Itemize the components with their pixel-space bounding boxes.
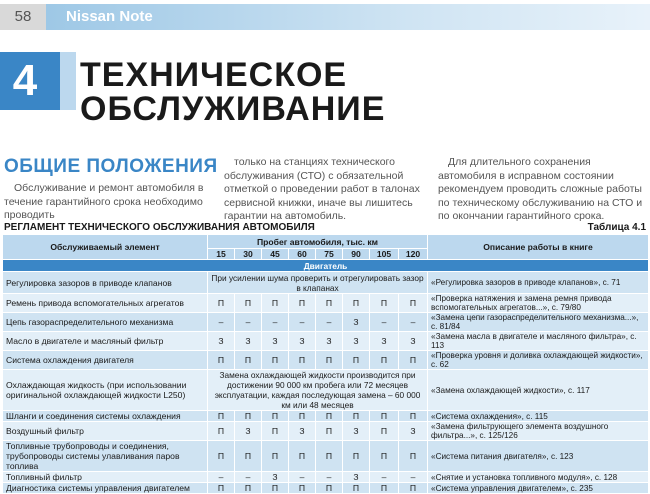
table-number: Таблица 4.1 xyxy=(587,222,646,233)
merged-schedule-cell: Замена охлаждающей жидкости производится при достижении 90 000 км пробега или 72 месяцев эксплуатации, каждая последующая замена – 60 000 км или 48 месяцев xyxy=(208,370,428,411)
schedule-cell: П xyxy=(289,294,316,313)
schedule-cell: З xyxy=(262,332,289,351)
schedule-cell: П xyxy=(235,483,262,494)
schedule-cell: З xyxy=(343,422,370,441)
schedule-cell: З xyxy=(370,332,399,351)
element-cell: Масло в двигателе и масляный фильтр xyxy=(3,332,208,351)
schedule-cell: П xyxy=(289,351,316,370)
header-description: Описание работы в книге xyxy=(428,235,649,260)
schedule-cell: П xyxy=(399,411,428,422)
schedule-cell: П xyxy=(316,411,343,422)
schedule-cell: П xyxy=(316,483,343,494)
schedule-cell: З xyxy=(289,332,316,351)
group-row-engine: Двигатель xyxy=(3,260,649,272)
schedule-cell: З xyxy=(289,422,316,441)
schedule-cell: – xyxy=(316,472,343,483)
header-mileage: Пробег автомобиля, тыс. км xyxy=(208,235,428,249)
schedule-cell: – xyxy=(289,313,316,332)
mileage-header-cell: 60 xyxy=(289,249,316,260)
description-cell: «Система управления двигателем», с. 235 xyxy=(428,483,649,494)
table-row xyxy=(3,441,649,472)
mileage-header-cell: 15 xyxy=(208,249,235,260)
merged-schedule-cell: При усилении шума проверить и отрегулировать зазор в клапанах xyxy=(208,272,428,294)
schedule-cell: – xyxy=(289,472,316,483)
schedule-cell: З xyxy=(343,332,370,351)
table-row xyxy=(3,472,649,483)
description-cell: «Замена цепи газораспределительного механизма...», с. 81/84 xyxy=(428,313,649,332)
schedule-cell: З xyxy=(343,472,370,483)
schedule-cell: – xyxy=(235,472,262,483)
table-row xyxy=(3,313,649,332)
schedule-cell: П xyxy=(399,441,428,472)
table-caption: РЕГЛАМЕНТ ТЕХНИЧЕСКОГО ОБСЛУЖИВАНИЯ АВТОМОБИЛЯ xyxy=(4,222,315,233)
chapter-number: 4 xyxy=(12,56,38,105)
chapter-badge-tail xyxy=(60,52,76,110)
table-row xyxy=(3,422,649,441)
schedule-cell: П xyxy=(262,441,289,472)
brand-bar xyxy=(46,4,650,30)
schedule-cell: П xyxy=(399,483,428,494)
schedule-cell: – xyxy=(316,313,343,332)
schedule-cell: П xyxy=(343,411,370,422)
table-row xyxy=(3,483,649,494)
schedule-cell: – xyxy=(208,472,235,483)
schedule-cell: – xyxy=(399,472,428,483)
schedule-cell: П xyxy=(235,441,262,472)
element-cell: Ремень привода вспомогательных агрегатов xyxy=(3,294,208,313)
description-cell: «Система охлаждения», с. 115 xyxy=(428,411,649,422)
element-cell: Топливный фильтр xyxy=(3,472,208,483)
schedule-cell: П xyxy=(289,441,316,472)
schedule-cell: П xyxy=(235,411,262,422)
mileage-header-cell: 105 xyxy=(370,249,399,260)
element-cell: Диагностика системы управления двигателем xyxy=(3,483,208,494)
schedule-cell: – xyxy=(262,313,289,332)
table-row xyxy=(3,272,649,294)
element-cell: Воздушный фильтр xyxy=(3,422,208,441)
element-cell: Топливные трубопроводы и соединения, трубопроводы системы улавливания паров топлива xyxy=(3,441,208,472)
description-cell: «Система питания двигателя», с. 123 xyxy=(428,441,649,472)
schedule-cell: П xyxy=(262,422,289,441)
schedule-cell: П xyxy=(370,422,399,441)
schedule-cell: П xyxy=(343,483,370,494)
schedule-cell: П xyxy=(262,411,289,422)
schedule-cell: – xyxy=(370,313,399,332)
schedule-cell: П xyxy=(399,351,428,370)
schedule-cell: П xyxy=(208,411,235,422)
text-column-3: Для длительного сохранения автомобиля в исправном состоянии рекомендуем проводить сложные работы по техническому обслуживанию на СТО и по окончании гарантийного срока. xyxy=(438,156,643,222)
page-number: 58 xyxy=(0,4,46,30)
description-cell: «Проверка натяжения и замена ремня привода вспомогательных агрегатов...», с. 79/80 xyxy=(428,294,649,313)
schedule-cell: П xyxy=(208,294,235,313)
mileage-header-cell: 75 xyxy=(316,249,343,260)
schedule-cell: П xyxy=(262,294,289,313)
description-cell: «Замена охлаждающей жидкости», с. 117 xyxy=(428,370,649,411)
schedule-cell: П xyxy=(235,351,262,370)
chapter-title-line1: ТЕХНИЧЕСКОЕ xyxy=(80,56,348,94)
schedule-cell: З xyxy=(208,332,235,351)
schedule-cell: П xyxy=(370,441,399,472)
element-cell: Охлаждающая жидкость (при использовании оригинальной охлаждающей жидкости L250) xyxy=(3,370,208,411)
schedule-cell: П xyxy=(370,411,399,422)
element-cell: Система охлаждения двигателя xyxy=(3,351,208,370)
text-column-2: только на станциях технического обслуживания (СТО) с обязательной отметкой о проведении работ в талонах сервисной книжки, иначе вы лишитесь гарантии на автомобиль. xyxy=(224,156,420,222)
schedule-cell: З xyxy=(262,472,289,483)
table-row xyxy=(3,332,649,351)
schedule-cell: З xyxy=(399,332,428,351)
schedule-cell: П xyxy=(208,351,235,370)
header-element: Обслуживаемый элемент xyxy=(3,235,208,260)
table-row xyxy=(3,370,649,411)
schedule-cell: П xyxy=(316,351,343,370)
mileage-header-cell: 30 xyxy=(235,249,262,260)
section-heading: ОБЩИЕ ПОЛОЖЕНИЯ xyxy=(4,156,218,177)
schedule-cell: П xyxy=(370,483,399,494)
element-cell: Шланги и соединения системы охлаждения xyxy=(3,411,208,422)
chapter-title xyxy=(80,58,385,126)
schedule-cell: П xyxy=(343,441,370,472)
schedule-cell: П xyxy=(262,351,289,370)
schedule-cell: П xyxy=(399,294,428,313)
schedule-cell: П xyxy=(262,483,289,494)
schedule-cell: – xyxy=(208,313,235,332)
description-cell: «Замена масла в двигателе и масляного фильтра», с. 113 xyxy=(428,332,649,351)
page-header xyxy=(0,0,650,34)
schedule-cell: З xyxy=(343,313,370,332)
description-cell: «Проверка уровня и доливка охлаждающей жидкости», с. 62 xyxy=(428,351,649,370)
schedule-cell: П xyxy=(343,351,370,370)
text-column-1: Обслуживание и ремонт автомобиля в течение гарантийного срока необходимо проводить xyxy=(4,182,204,221)
schedule-cell: П xyxy=(289,483,316,494)
schedule-cell: П xyxy=(370,294,399,313)
table-row xyxy=(3,411,649,422)
schedule-cell: П xyxy=(370,351,399,370)
schedule-cell: П xyxy=(208,483,235,494)
schedule-cell: – xyxy=(235,313,262,332)
element-cell: Цепь газораспределительного механизма xyxy=(3,313,208,332)
table-row xyxy=(3,351,649,370)
maintenance-table xyxy=(2,234,649,494)
schedule-cell: З xyxy=(399,422,428,441)
schedule-cell: – xyxy=(370,472,399,483)
schedule-cell: П xyxy=(208,422,235,441)
element-cell: Регулировка зазоров в приводе клапанов xyxy=(3,272,208,294)
description-cell: «Замена фильтрующего элемента воздушного фильтра...», с. 125/126 xyxy=(428,422,649,441)
mileage-header-cell: 120 xyxy=(399,249,428,260)
schedule-cell: П xyxy=(343,294,370,313)
schedule-cell: – xyxy=(399,313,428,332)
schedule-cell: П xyxy=(208,441,235,472)
schedule-cell: П xyxy=(316,441,343,472)
schedule-cell: П xyxy=(289,411,316,422)
chapter-title-line2: ОБСЛУЖИВАНИЕ xyxy=(80,90,386,128)
schedule-cell: П xyxy=(316,294,343,313)
schedule-cell: П xyxy=(316,422,343,441)
table-row xyxy=(3,294,649,313)
mileage-header-cell: 90 xyxy=(343,249,370,260)
mileage-header-cell: 45 xyxy=(262,249,289,260)
schedule-cell: З xyxy=(235,332,262,351)
description-cell: «Регулировка зазоров в приводе клапанов», с. 71 xyxy=(428,272,649,294)
brand-title: Nissan Note xyxy=(66,8,153,25)
schedule-cell: З xyxy=(316,332,343,351)
chapter-number-badge xyxy=(0,52,60,110)
schedule-cell: П xyxy=(235,294,262,313)
schedule-cell: З xyxy=(235,422,262,441)
description-cell: «Снятие и установка топливного модуля», с. 128 xyxy=(428,472,649,483)
